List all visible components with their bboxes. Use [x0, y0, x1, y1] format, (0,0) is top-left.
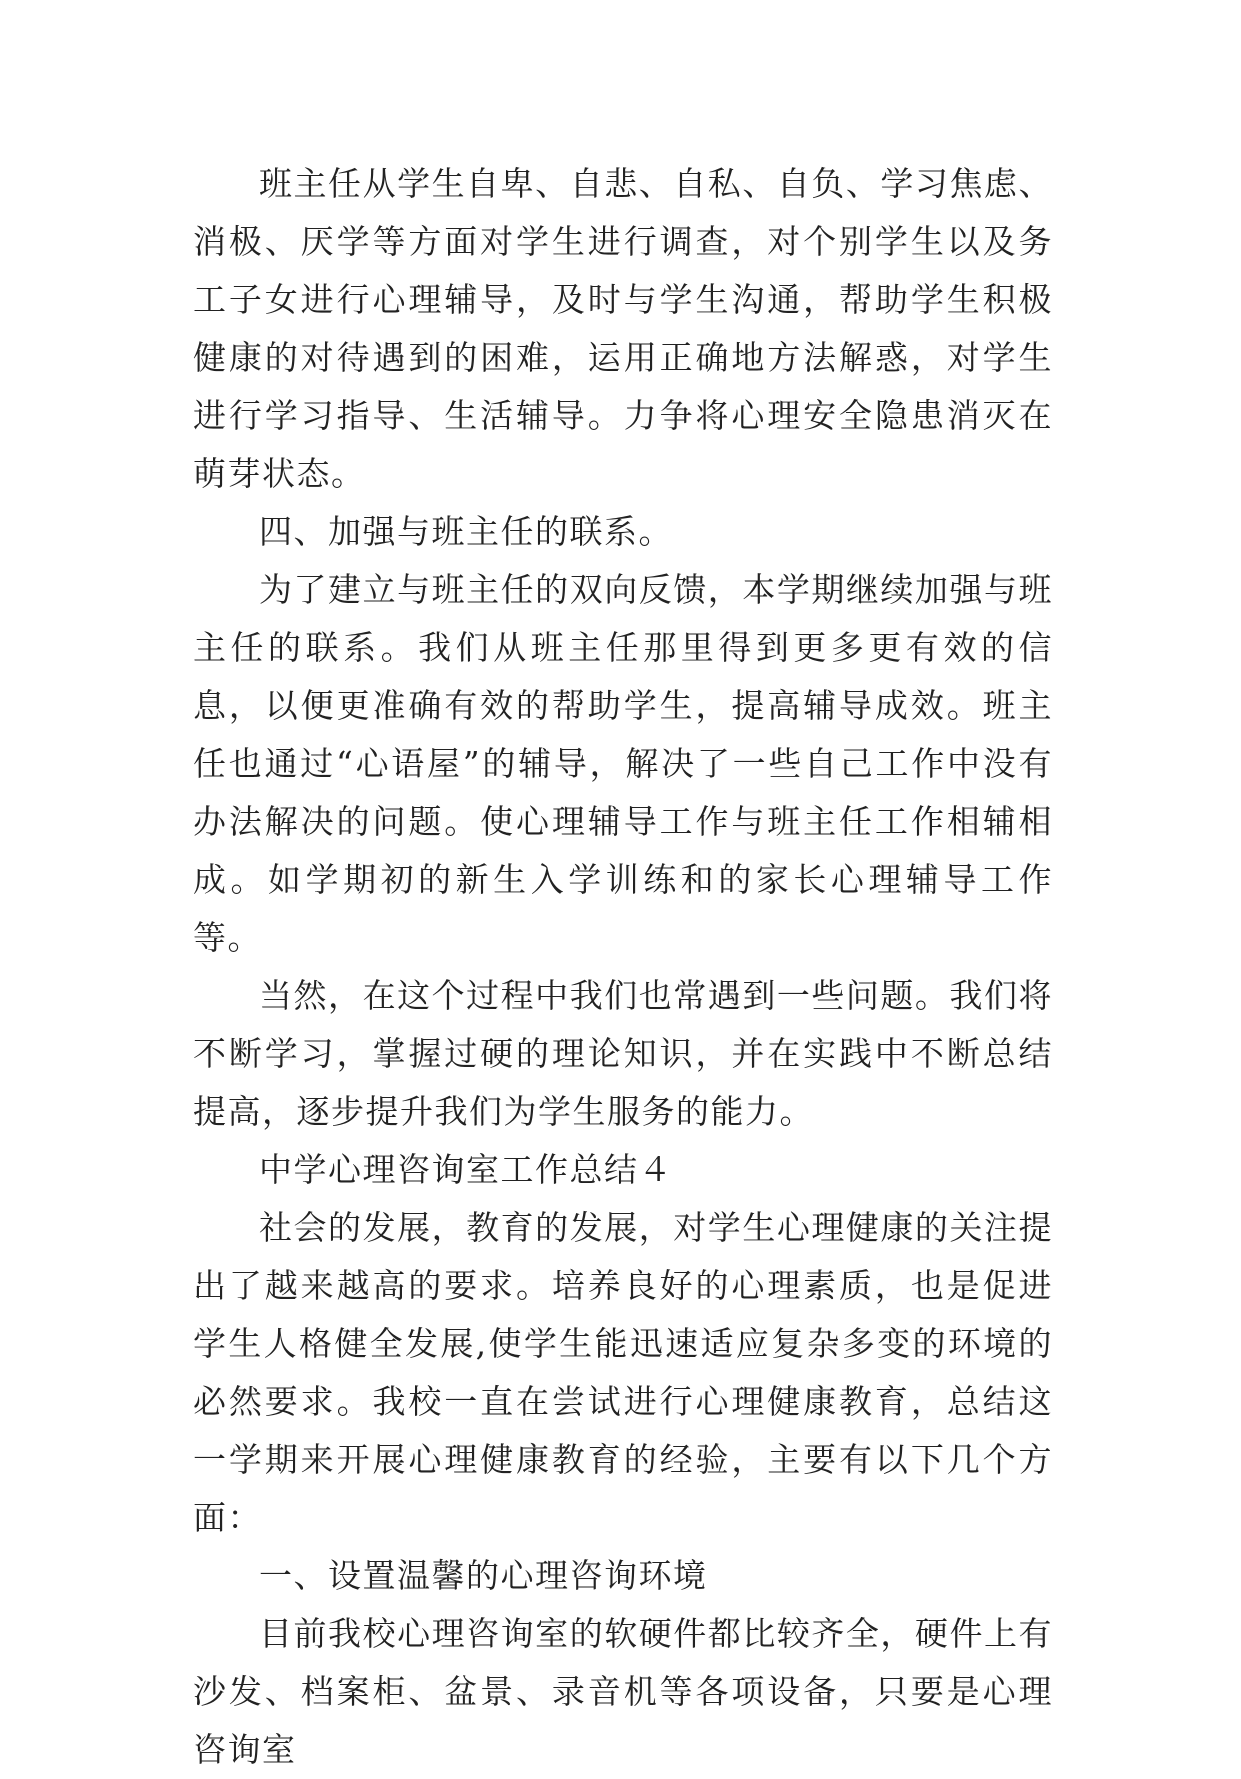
- section-heading-4: 四、加强与班主任的联系。: [259, 512, 673, 551]
- paragraph-student-survey: 班主任从学生自卑、自悲、自私、自负、学习焦虑、消极、厌学等方面对学生进行调查，对个别学生以及务工子女进行心理辅导，及时与学生沟通，帮助学生积极健康的对待遇到的困难，运用正确地方法解惑，对学生进行学习指导、生活辅导。力争将心理安全隐患消灭在萌芽状态。: [193, 164, 1053, 493]
- paragraph-counseling-room: 目前我校心理咨询室的软硬件都比较齐全，硬件上有沙发、档案柜、盆景、录音机等各项设备，只要是心理咨询室: [193, 1614, 1053, 1769]
- paragraph-teacher-contact: 为了建立与班主任的双向反馈，本学期继续加强与班主任的联系。我们从班主任那里得到更多更有效的信息，以便更准确有效的帮助学生，提高辅导成效。班主任也通过“心语屋”的辅导，解决了一些自己工作中没有办法解决的问题。使心理辅导工作与班主任工作相辅相成。如学期初的新生入学训练和的家长心理辅导工作等。: [193, 570, 1053, 957]
- paragraph-introduction: 社会的发展，教育的发展，对学生心理健康的关注提出了越来越高的要求。培养良好的心理素质，也是促进学生人格健全发展,使学生能迅速适应复杂多变的环境的必然要求。我校一直在尝试进行心理健康教育，总结这一学期来开展心理健康教育的经验，主要有以下几个方面：: [193, 1208, 1053, 1537]
- paragraph-problems: 当然，在这个过程中我们也常遇到一些问题。我们将不断学习，掌握过硬的理论知识，并在实践中不断总结提高，逐步提升我们为学生服务的能力。: [193, 976, 1053, 1131]
- document-body: [193, 155, 1053, 1779]
- document-subtitle: 中学心理咨询室工作总结４: [259, 1150, 673, 1189]
- section-heading-1: 一、设置温馨的心理咨询环境: [259, 1556, 708, 1595]
